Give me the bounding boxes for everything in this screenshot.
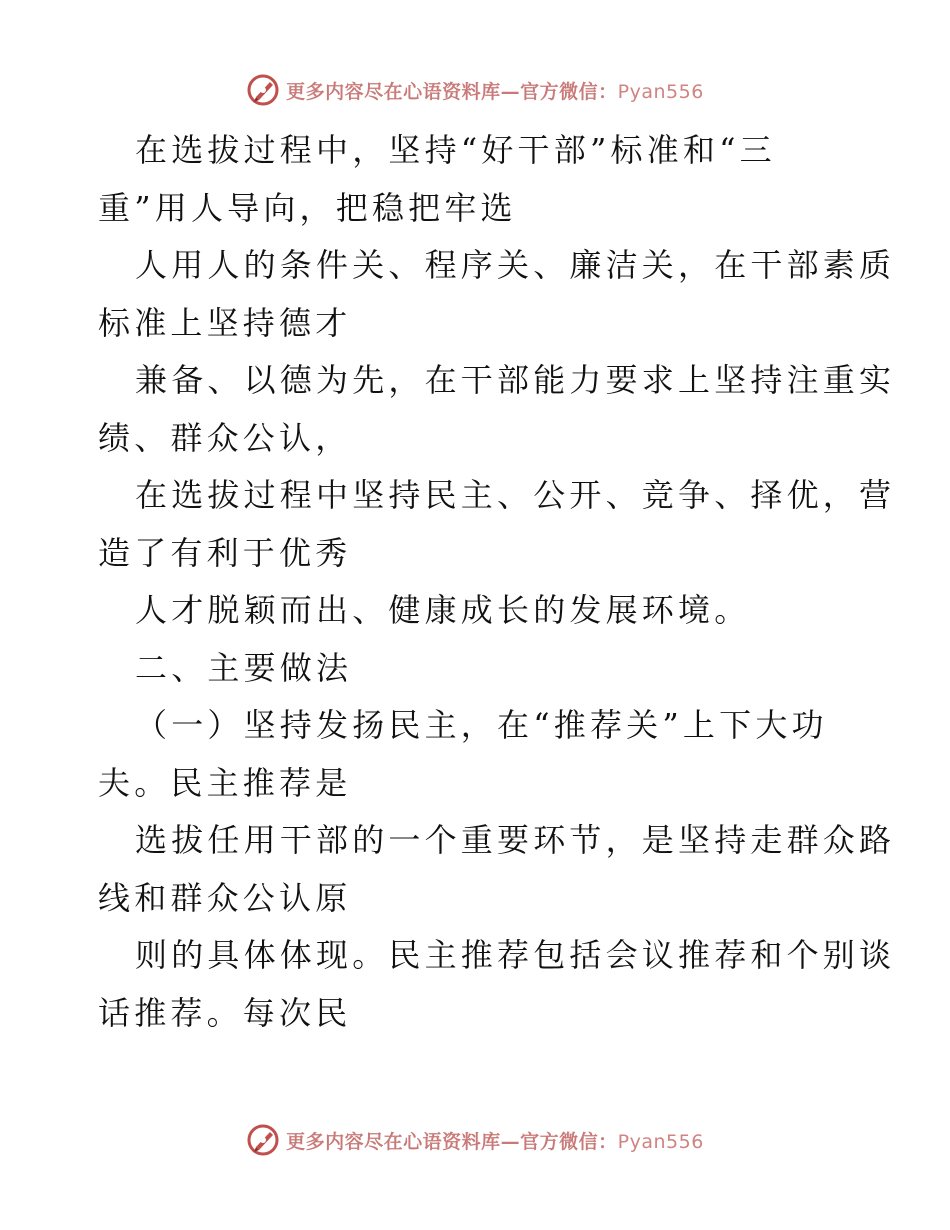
text-line: 人才脱颖而出、健康成长的发展环境。 <box>135 591 751 629</box>
document-body <box>98 122 896 1042</box>
watermark-group <box>246 1123 704 1157</box>
text-line: 标准上坚持德才 <box>98 303 352 342</box>
text-line: 在选拔过程中，坚持“好干部”标准和“三 <box>135 131 776 169</box>
header-watermark <box>0 70 950 110</box>
text-line: 则的具体体现。民主推荐包括会议推荐和个别谈 <box>135 936 896 974</box>
text-line: 话推荐。每次民 <box>98 993 352 1032</box>
section-heading: 二、主要做法 <box>135 648 353 687</box>
text-line: 造了有利于优秀 <box>98 533 352 572</box>
text-line: 人用人的条件关、程序关、廉洁关，在干部素质 <box>135 246 896 284</box>
text-line: 在选拔过程中坚持民主、公开、竞争、择优，营 <box>135 476 896 514</box>
pen-logo-icon <box>246 1123 280 1157</box>
text-line: 兼备、以德为先，在干部能力要求上坚持注重实 <box>135 361 896 399</box>
text-line: 线和群众公认原 <box>98 878 352 917</box>
watermark-text: 更多内容尽在心语资料库—官方微信：Pyan556 <box>286 1130 704 1153</box>
text-line: 夫。民主推荐是 <box>98 763 352 802</box>
footer-watermark <box>0 1120 950 1160</box>
watermark-text: 更多内容尽在心语资料库—官方微信：Pyan556 <box>286 80 704 103</box>
text-line: 重”用人导向，把稳把牢选 <box>98 188 517 227</box>
text-line: 绩、群众公认， <box>98 418 352 457</box>
watermark-group <box>246 73 704 107</box>
text-line: 选拔任用干部的一个重要环节，是坚持走群众路 <box>135 821 896 859</box>
text-line: （一）坚持发扬民主，在“推荐关”上下大功 <box>135 706 828 744</box>
pen-logo-icon <box>246 73 280 107</box>
